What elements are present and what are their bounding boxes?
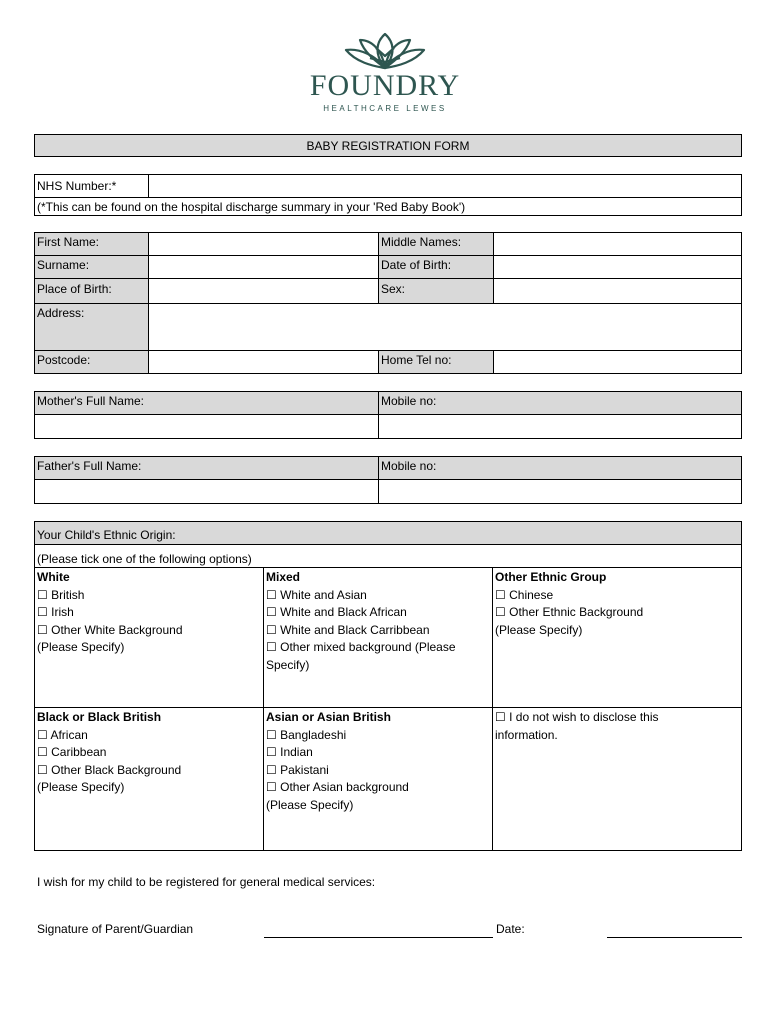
ethnic-option-pakistani[interactable]: ☐ Pakistani: [266, 762, 329, 777]
first-name-label: First Name:: [34, 232, 149, 256]
ethnic-option-other-white[interactable]: ☐ Other White Background: [37, 622, 183, 637]
ethnic-mixed-group: [263, 567, 493, 708]
nhs-number-label: NHS Number:*: [34, 174, 149, 198]
mother-name-label: Mother's Full Name:: [34, 391, 379, 415]
nhs-number-input[interactable]: [148, 174, 742, 198]
ethnic-other-group: [492, 567, 742, 708]
date-line[interactable]: [607, 937, 742, 938]
mother-name-input[interactable]: [34, 414, 379, 439]
ethnic-asian-specify: (Please Specify): [266, 797, 354, 812]
ethnic-mixed-specify: Specify): [266, 657, 310, 672]
checkbox-icon[interactable]: ☐: [37, 762, 48, 777]
mother-mobile-label: Mobile no:: [378, 391, 742, 415]
checkbox-icon[interactable]: ☐: [37, 605, 48, 620]
checkbox-icon[interactable]: ☐: [37, 587, 48, 602]
postcode-input[interactable]: [148, 350, 379, 374]
place-of-birth-input[interactable]: [148, 278, 379, 304]
father-name-input[interactable]: [34, 479, 379, 504]
ethnic-other-heading: Other Ethnic Group: [495, 570, 607, 584]
ethnic-black-heading: Black or Black British: [37, 710, 162, 724]
ethnic-black-specify: (Please Specify): [37, 780, 125, 795]
checkbox-icon[interactable]: ☐: [266, 727, 277, 742]
father-mobile-input[interactable]: [378, 479, 742, 504]
ethnic-white-specify: (Please Specify): [37, 640, 125, 655]
father-mobile-label: Mobile no:: [378, 456, 742, 480]
checkbox-icon[interactable]: ☐: [37, 727, 48, 742]
ethnic-option-white-black-caribbean[interactable]: ☐ White and Black Carribbean: [266, 622, 430, 637]
dob-input[interactable]: [493, 255, 742, 279]
declaration-text: I wish for my child to be registered for general medical services:: [37, 875, 376, 889]
ethnic-white-group: [34, 567, 264, 708]
checkbox-icon[interactable]: ☐: [37, 745, 48, 760]
checkbox-icon[interactable]: ☐: [266, 745, 277, 760]
lotus-logo-icon: [340, 30, 430, 72]
ethnic-option-no-disclose[interactable]: ☐ I do not wish to disclose this: [495, 710, 659, 724]
date-label: Date:: [496, 922, 525, 936]
ethnic-option-other-asian[interactable]: ☐ Other Asian background: [266, 780, 409, 795]
signature-line[interactable]: [264, 937, 493, 938]
ethnic-white-heading: White: [37, 570, 70, 584]
home-tel-input[interactable]: [493, 350, 742, 374]
address-label: Address:: [34, 303, 149, 351]
ethnic-option-african[interactable]: ☐ African: [37, 727, 88, 742]
surname-label: Surname:: [34, 255, 149, 279]
checkbox-icon[interactable]: ☐: [266, 640, 277, 655]
checkbox-icon[interactable]: ☐: [266, 762, 277, 777]
first-name-input[interactable]: [148, 232, 379, 256]
logo-name: FOUNDRY: [309, 69, 461, 102]
checkbox-icon[interactable]: ☐: [495, 587, 506, 602]
ethnic-option-caribbean[interactable]: ☐ Caribbean: [37, 745, 107, 760]
ethnic-origin-instruction: (Please tick one of the following options): [34, 544, 742, 568]
sex-label: Sex:: [378, 278, 494, 304]
dob-label: Date of Birth:: [378, 255, 494, 279]
ethnic-option-irish[interactable]: ☐ Irish: [37, 605, 74, 620]
ethnic-option-white-black-african[interactable]: ☐ White and Black African: [266, 605, 407, 620]
ethnic-asian-heading: Asian or Asian British: [266, 710, 391, 724]
nhs-number-note: (*This can be found on the hospital discharge summary in your 'Red Baby Book'): [34, 197, 742, 216]
ethnic-option-other-ethnic[interactable]: ☐ Other Ethnic Background: [495, 605, 644, 620]
ethnic-option-other-black[interactable]: ☐ Other Black Background: [37, 762, 182, 777]
ethnic-no-disclose-group: [492, 707, 742, 851]
ethnic-origin-title: Your Child's Ethnic Origin:: [34, 521, 742, 545]
checkbox-icon[interactable]: ☐: [266, 605, 277, 620]
checkbox-icon[interactable]: ☐: [37, 622, 48, 637]
signature-label: Signature of Parent/Guardian: [37, 922, 194, 936]
checkbox-icon[interactable]: ☐: [495, 710, 506, 724]
ethnic-no-disclose-line2: information.: [495, 727, 558, 742]
ethnic-option-other-mixed[interactable]: ☐ Other mixed background (Please: [266, 640, 456, 655]
ethnic-mixed-heading: Mixed: [266, 570, 301, 584]
checkbox-icon[interactable]: ☐: [266, 622, 277, 637]
middle-names-input[interactable]: [493, 232, 742, 256]
checkbox-icon[interactable]: ☐: [266, 587, 277, 602]
ethnic-other-specify: (Please Specify): [495, 622, 583, 637]
address-input[interactable]: [148, 303, 742, 351]
ethnic-black-group: [34, 707, 264, 851]
mother-mobile-input[interactable]: [378, 414, 742, 439]
home-tel-label: Home Tel no:: [378, 350, 494, 374]
ethnic-option-white-asian[interactable]: ☐ White and Asian: [266, 587, 367, 602]
father-name-label: Father's Full Name:: [34, 456, 379, 480]
ethnic-option-bangladeshi[interactable]: ☐ Bangladeshi: [266, 727, 347, 742]
place-of-birth-label: Place of Birth:: [34, 278, 149, 304]
form-title: BABY REGISTRATION FORM: [34, 134, 742, 157]
checkbox-icon[interactable]: ☐: [266, 780, 277, 795]
logo-subtitle: HEALTHCARE LEWES: [323, 104, 447, 113]
ethnic-asian-group: [263, 707, 493, 851]
sex-input[interactable]: [493, 278, 742, 304]
logo: [280, 30, 490, 120]
surname-input[interactable]: [148, 255, 379, 279]
ethnic-option-indian[interactable]: ☐ Indian: [266, 745, 313, 760]
checkbox-icon[interactable]: ☐: [495, 605, 506, 620]
ethnic-option-chinese[interactable]: ☐ Chinese: [495, 587, 554, 602]
ethnic-option-british[interactable]: ☐ British: [37, 587, 85, 602]
middle-names-label: Middle Names:: [378, 232, 494, 256]
postcode-label: Postcode:: [34, 350, 149, 374]
